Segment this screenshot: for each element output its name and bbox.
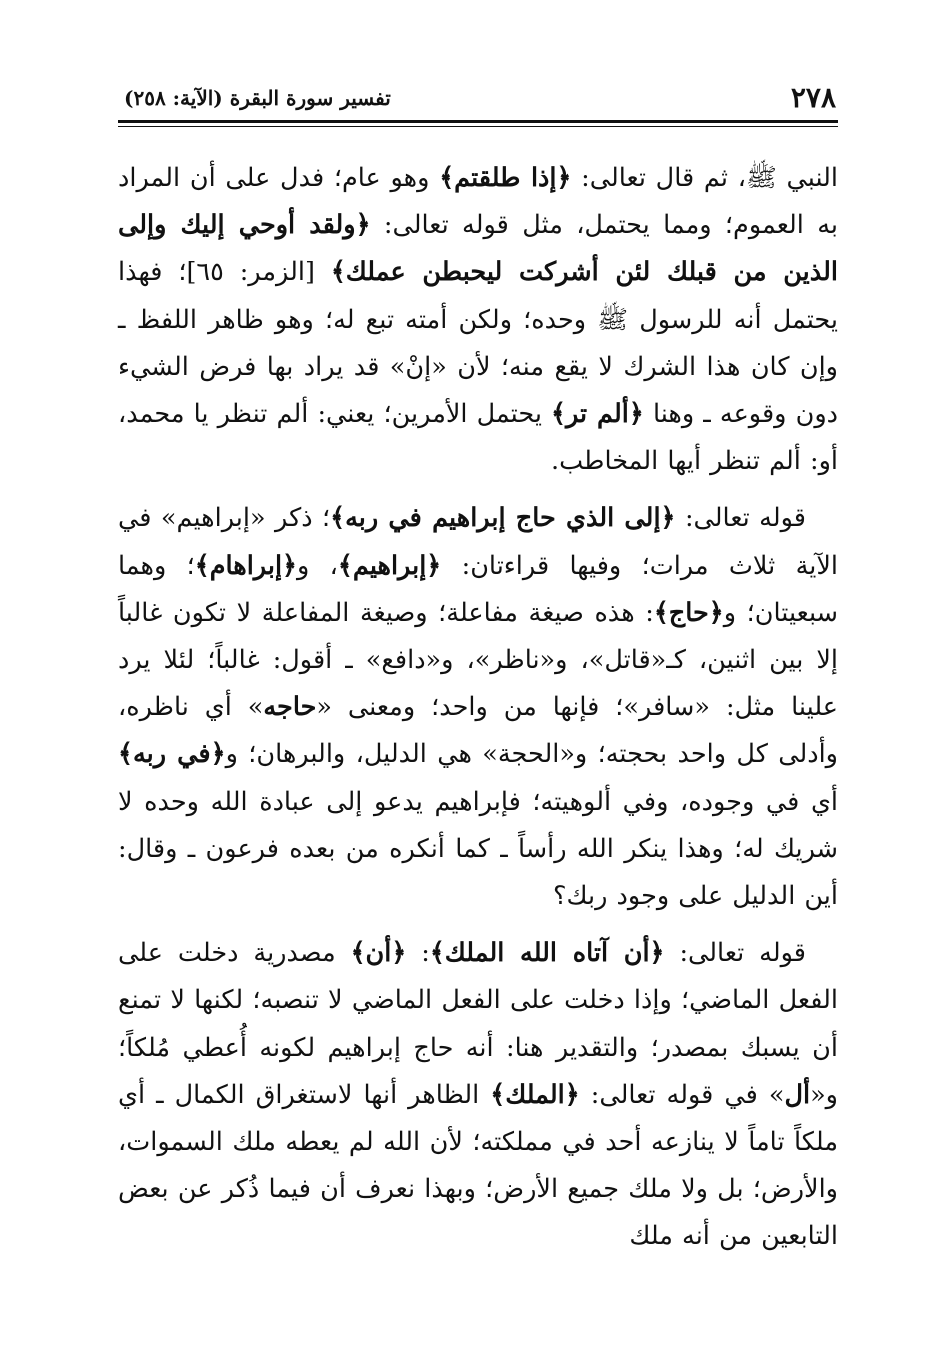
body-text <box>118 155 838 1261</box>
text-run: : هذه صيغة مفاعلة؛ وصيغة المفاعلة لا تكون غالباً إلا بين اثنين، كـ«قاتل»، و«ناظر»، و«دافع» ـ أقول: غالباً؛ لئلا يرد علينا مثل: «سافر»؛ فإنها من واحد؛ ومعنى « <box>118 597 838 723</box>
paragraph <box>118 495 838 920</box>
text-run: ، و <box>296 550 338 581</box>
text-run: : <box>406 938 430 969</box>
paragraph <box>118 930 838 1260</box>
text-run: ؛ وهما سبعيتان؛ و <box>118 550 838 628</box>
text-run: أي في وجوده، وفي ألوهيته؛ فإبراهيم يدعو إلى عبادة الله وحده لا شريك له؛ وهذا ينكر الله رأساً ـ كما أنكره من بعده فرعون ـ وقال: أين الدليل على وجود ربك؟ <box>118 786 839 912</box>
quran-quote: ﴿أن﴾ <box>350 938 407 969</box>
book-page <box>118 80 838 1271</box>
text-run: قوله تعالى: <box>664 938 806 969</box>
text-run: مصدرية دخلت على الفعل الماضي؛ وإذا دخلت على الفعل الماضي لا تنصبه؛ لكنها لا تمنع أن يسبك بمصدر؛ والتقدير هنا: أنه حاج إبراهيم لكونه أُعطي مُلكاً؛ و« <box>118 938 838 1110</box>
quran-quote: ﴿إلى الذي حاج إبراهيم في ربه﴾ <box>330 503 676 534</box>
quran-quote: أل <box>784 1079 811 1110</box>
text-run: [الزمر: ٦٥]؛ فهذا يحتمل أنه للرسول ﷺ وحده؛ ولكن أمته تبع له؛ وهو ظاهر اللفظ ـ وإن كان هذا الشرك لا يقع منه؛ لأن «إنْ» قد يراد بها فرض الشيء دون وقوعه ـ وهنا <box>118 257 838 430</box>
header-rule-thin <box>118 126 838 127</box>
text-run: يحتمل الأمرين؛ يعني: ألم تنظر يا محمد، أو: ألم تنظر أيها المخاطب. <box>118 399 838 477</box>
quran-quote: حاجه <box>263 692 317 723</box>
quran-quote: ﴿إذا طلقتم﴾ <box>439 163 572 193</box>
text-run: الظاهر أنها لاستغراق الكمال ـ أي ملكاً تاماً لا ينازعه أحد في مملكته؛ لأن الله لم يعطه ملك السموات، والأرض؛ بل ولا ملك جميع الأرض؛ وبهذا نعرف أن فيما ذُكر عن بعض التابعين من أنه ملك <box>118 1079 838 1252</box>
quran-quote: ﴿إبراهيم﴾ <box>337 550 442 581</box>
quran-quote: ﴿أن آتاه الله الملك﴾ <box>429 938 665 969</box>
header-rule-thick <box>118 120 838 123</box>
text-run: » أي ناظره، وأدلى كل واحد بحجته؛ و«الحجة» هي الدليل، والبرهان؛ و <box>118 692 838 770</box>
page-number: ٢٧٨ <box>790 81 836 114</box>
quran-quote: ﴿حاج﴾ <box>653 597 724 628</box>
quran-quote: ﴿ألم تر﴾ <box>551 399 644 430</box>
quran-quote: ﴿إبراهام﴾ <box>194 550 297 581</box>
running-title: تفسير سورة البقرة (الآية: ٢٥٨) <box>124 86 391 110</box>
paragraph <box>118 155 838 485</box>
quran-quote: ﴿الملك﴾ <box>490 1079 580 1110</box>
text-run: ؛ ذكر «إبراهيم» في الآية ثلاث مرات؛ وفيها قراءتان: <box>118 503 838 581</box>
page-header <box>118 80 838 116</box>
text-run: قوله تعالى: <box>675 503 806 534</box>
quran-quote: ﴿ولقد أوحي إليك وإلى الذين من قبلك لئن أشركت ليحبطن عملك﴾ <box>118 210 838 288</box>
text-run: وهو عام؛ فدل على أن المراد به العموم؛ ومما يحتمل، مثل قوله تعالى: <box>118 163 839 241</box>
text-run: النبي ﷺ، ثم قال تعالى: <box>571 163 838 193</box>
quran-quote: ﴿في ربه﴾ <box>118 739 226 770</box>
text-run: » في قوله تعالى: <box>579 1079 785 1110</box>
